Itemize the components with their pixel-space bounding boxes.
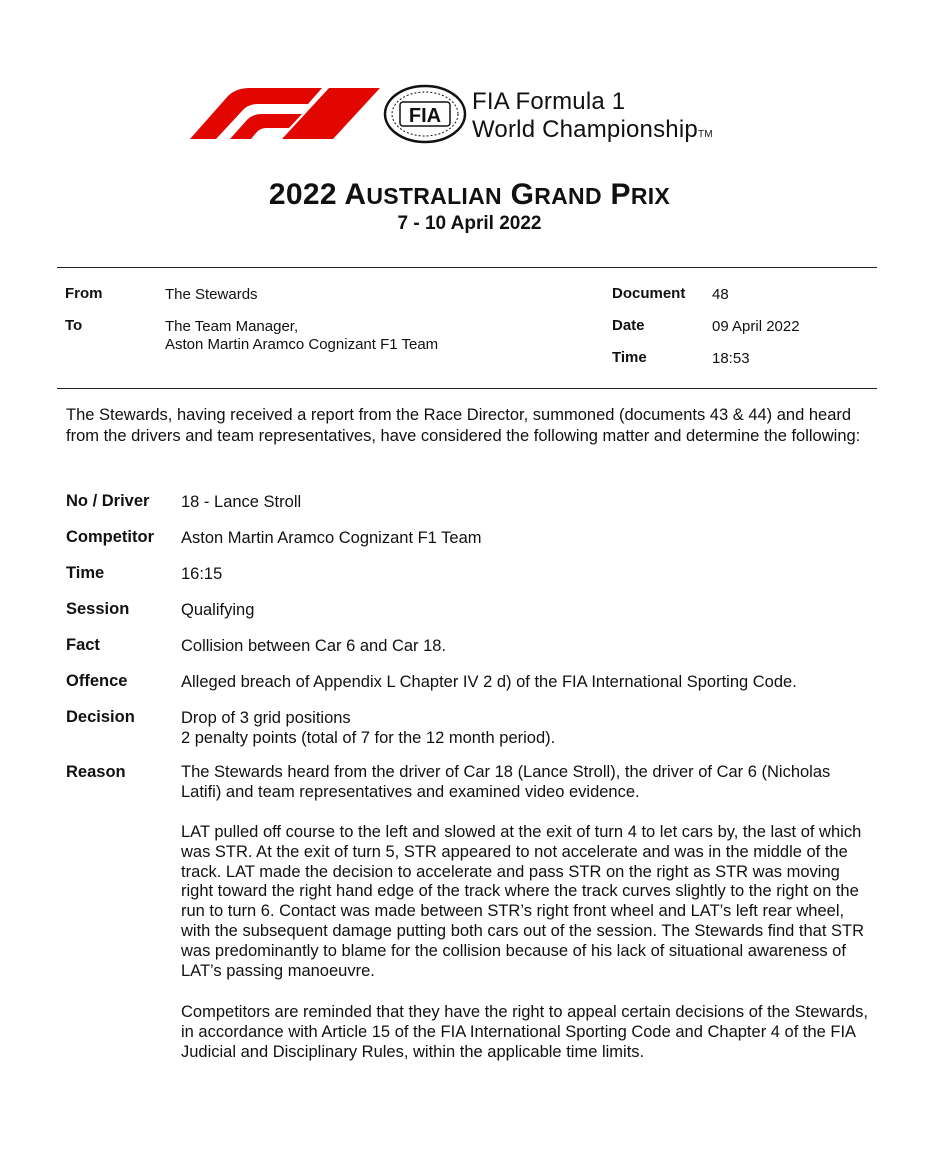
championship-wordmark [472, 88, 713, 149]
decision-label: Decision [66, 708, 135, 726]
event-title-word-2 [511, 178, 602, 211]
fact-label: Fact [66, 636, 100, 654]
championship-line-2 [472, 116, 713, 149]
f1-logo-icon [190, 84, 380, 144]
offence-value: Alleged breach of Appendix L Chapter IV 2 d) of the FIA International Sporting Code. [181, 673, 797, 691]
event-title [0, 178, 939, 212]
event-title-word-3-rest: RIX [630, 183, 671, 209]
intro-paragraph: The Stewards, having received a report from the Race Director, summoned (documents 43 & 44) and heard from the drivers and team representatives, have considered the following matter and determine the following: [66, 406, 861, 445]
championship-line-1: FIA Formula 1 [472, 88, 626, 115]
decision-line-1: Drop of 3 grid positions [181, 709, 351, 727]
event-title-word-3 [611, 178, 671, 211]
top-divider [57, 267, 877, 268]
competitor-label: Competitor [66, 528, 154, 546]
event-title-word-1-cap: A [344, 178, 367, 211]
session-value: Qualifying [181, 601, 255, 619]
from-label: From [65, 285, 103, 302]
time-value: 18:53 [712, 350, 750, 367]
reason-label: Reason [66, 763, 126, 781]
championship-line-2-text: World Championship [472, 116, 698, 143]
event-title-year: 2022 [268, 178, 337, 211]
date-label: Date [612, 317, 645, 334]
event-title-word-1 [344, 178, 502, 211]
reason-paragraph-1: The Stewards heard from the driver of Car 18 (Lance Stroll), the driver of Car 6 (Nicholas Latifi) and team representatives and examined video evidence. [181, 763, 831, 801]
offence-label: Offence [66, 672, 128, 690]
time-label: Time [612, 349, 647, 366]
decision-value [181, 708, 871, 748]
fia-badge-text: FIA [408, 105, 442, 127]
document-label: Document [612, 285, 686, 302]
fact-value: Collision between Car 6 and Car 18. [181, 637, 447, 655]
session-label: Session [66, 600, 130, 618]
incident-time-label: Time [66, 564, 105, 582]
event-title-word-1-rest: USTRALIAN [366, 183, 502, 209]
from-value: The Stewards [165, 286, 258, 303]
to-value [165, 318, 438, 354]
trademark-mark: TM [697, 129, 713, 140]
fia-seal-icon [383, 84, 467, 144]
reason-paragraph-2: LAT pulled off course to the left and slowed at the exit of turn 4 to let cars by, the last of which was STR. At the exit of turn 5, STR appeared to not accelerate and was in the middle of the track. LAT made the decision to accelerate and pass STR on the right as STR was moving right toward the right hand edge of the track where the track curves slightly to the right on the run to turn 6. Contact was made between STR’s right front wheel and LAT’s left rear wheel, with the subsequent damage putting both cars out of the session. The Stewards find that STR was predominantly to blame for the collision because of his lack of situational awareness of LAT’s passing manoeuvre. [181, 823, 865, 980]
driver-value: 18 - Lance Stroll [181, 493, 302, 511]
competitor-value: Aston Martin Aramco Cognizant F1 Team [181, 529, 482, 547]
event-title-word-2-cap: G [510, 178, 535, 211]
decision-line-2: 2 penalty points (total of 7 for the 12 month period). [181, 729, 556, 747]
incident-time-value: 16:15 [181, 565, 223, 583]
appeal-paragraph: Competitors are reminded that they have the right to appeal certain decisions of the Stewards, in accordance with Article 15 of the FIA International Sporting Code and Chapter 4 of the FIA Judicial and Disciplinary Rules, within the applicable time limits. [181, 1003, 868, 1061]
to-label: To [65, 317, 83, 334]
to-value-line-1: The Team Manager, [165, 318, 299, 335]
event-dates: 7 - 10 April 2022 [397, 213, 542, 234]
event-title-word-2-rest: RAND [534, 183, 602, 209]
to-value-line-2: Aston Martin Aramco Cognizant F1 Team [165, 336, 439, 353]
date-value: 09 April 2022 [712, 318, 800, 335]
header-logos [190, 84, 770, 144]
document-number: 48 [712, 286, 729, 303]
event-title-word-3-cap: P [610, 178, 631, 211]
bottom-divider [57, 388, 877, 389]
driver-label: No / Driver [66, 492, 150, 510]
